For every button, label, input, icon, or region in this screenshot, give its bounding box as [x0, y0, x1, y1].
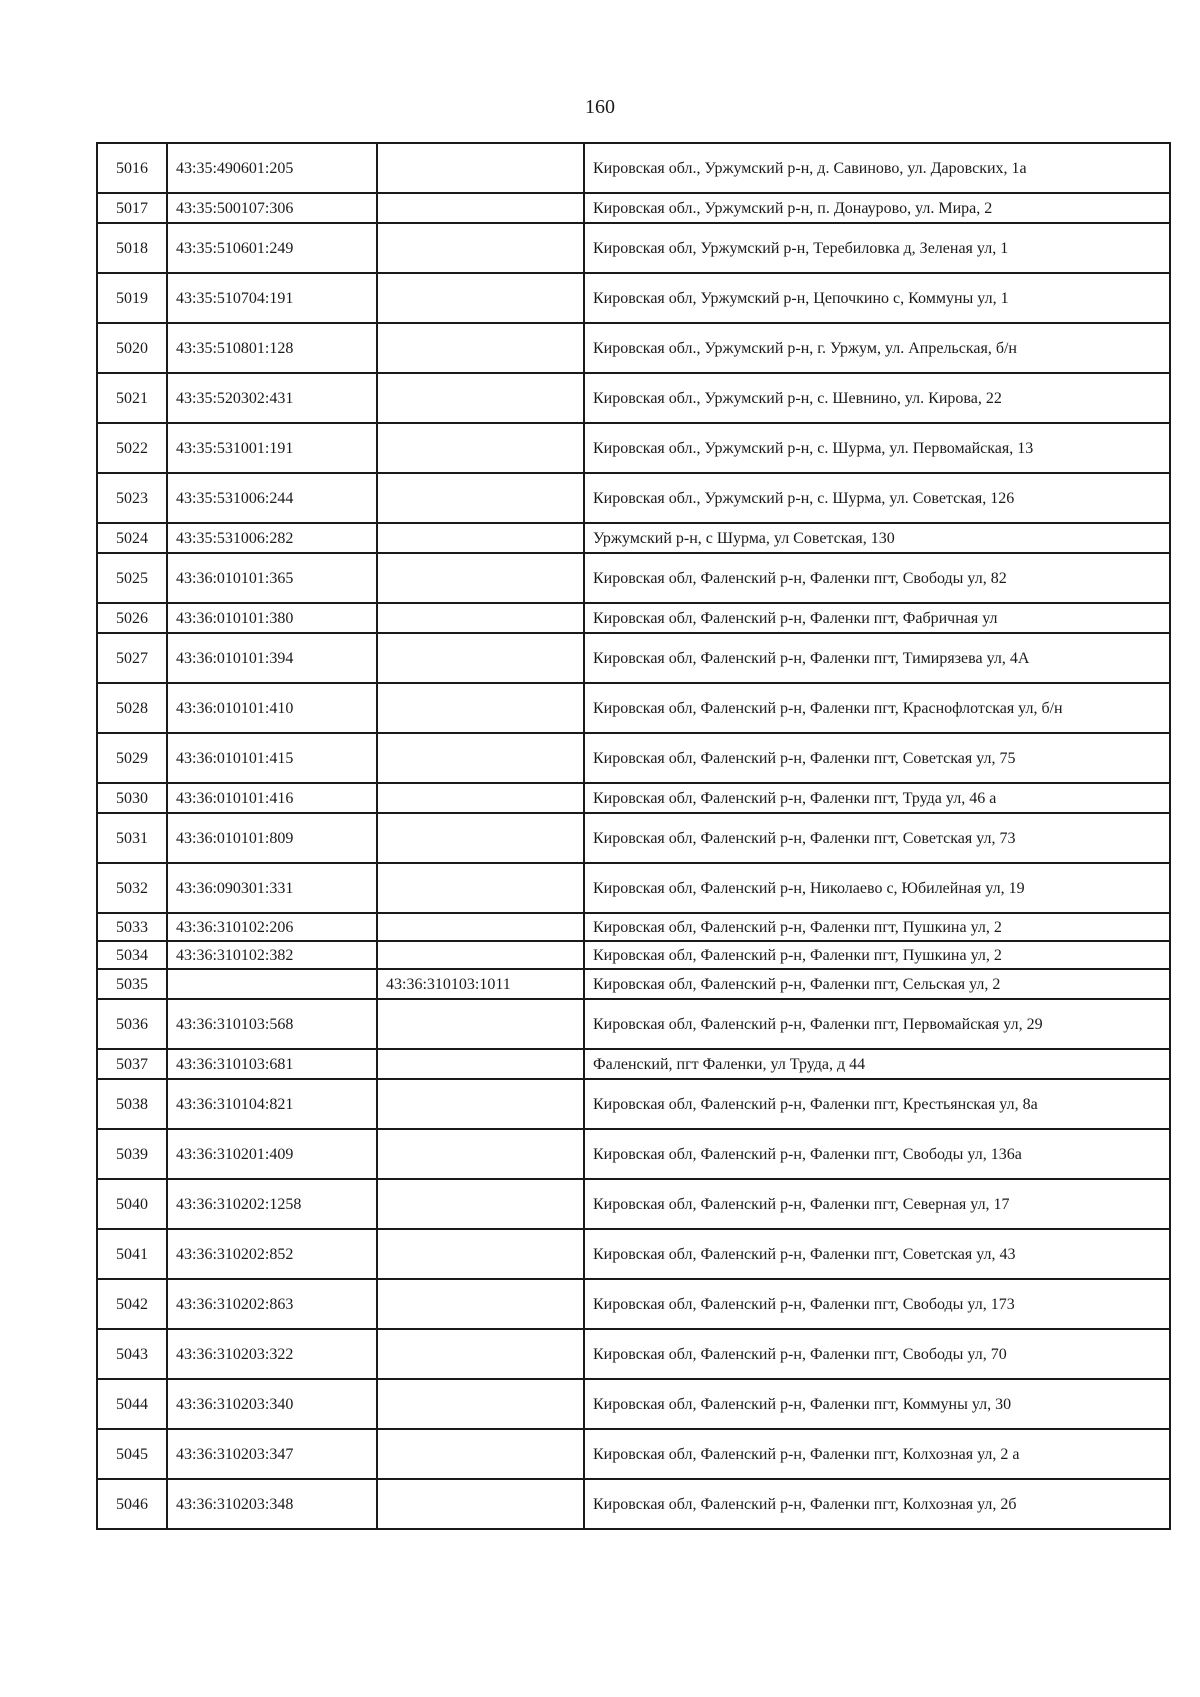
row-number: 5031 — [97, 813, 167, 863]
table-row — [97, 1129, 1170, 1179]
row-number: 5022 — [97, 423, 167, 473]
alt-cadastral-number — [377, 523, 584, 553]
table-row — [97, 999, 1170, 1049]
row-number: 5024 — [97, 523, 167, 553]
address: Кировская обл, Фаленский р-н, Фаленки пгт, Свободы ул, 136а — [584, 1129, 1170, 1179]
table-row — [97, 273, 1170, 323]
row-number: 5041 — [97, 1229, 167, 1279]
table-row — [97, 863, 1170, 913]
table-row — [97, 603, 1170, 633]
alt-cadastral-number — [377, 1129, 584, 1179]
cadastral-number: 43:36:010101:809 — [167, 813, 377, 863]
alt-cadastral-number — [377, 1329, 584, 1379]
address: Кировская обл, Фаленский р-н, Фаленки пгт, Фабричная ул — [584, 603, 1170, 633]
address: Кировская обл, Фаленский р-н, Фаленки пгт, Советская ул, 43 — [584, 1229, 1170, 1279]
cadastral-number: 43:36:010101:410 — [167, 683, 377, 733]
address: Кировская обл, Фаленский р-н, Фаленки пгт, Свободы ул, 82 — [584, 553, 1170, 603]
alt-cadastral-number — [377, 1179, 584, 1229]
alt-cadastral-number — [377, 1279, 584, 1329]
row-number: 5023 — [97, 473, 167, 523]
alt-cadastral-number — [377, 1479, 584, 1529]
row-number: 5034 — [97, 941, 167, 969]
address: Кировская обл, Фаленский р-н, Фаленки пгт, Крестьянская ул, 8а — [584, 1079, 1170, 1129]
address: Кировская обл., Уржумский р-н, п. Донаурово, ул. Мира, 2 — [584, 193, 1170, 223]
address: Кировская обл, Фаленский р-н, Фаленки пгт, Сельская ул, 2 — [584, 969, 1170, 999]
address: Кировская обл., Уржумский р-н, д. Савиново, ул. Даровских, 1а — [584, 143, 1170, 193]
alt-cadastral-number — [377, 941, 584, 969]
table-row — [97, 373, 1170, 423]
address: Кировская обл, Фаленский р-н, Фаленки пгт, Тимирязева ул, 4А — [584, 633, 1170, 683]
address: Кировская обл, Фаленский р-н, Фаленки пгт, Свободы ул, 173 — [584, 1279, 1170, 1329]
alt-cadastral-number — [377, 733, 584, 783]
cadastral-number: 43:35:500107:306 — [167, 193, 377, 223]
row-number: 5025 — [97, 553, 167, 603]
alt-cadastral-number — [377, 603, 584, 633]
alt-cadastral-number — [377, 913, 584, 941]
cadastral-number: 43:35:531006:282 — [167, 523, 377, 553]
row-number: 5042 — [97, 1279, 167, 1329]
table-row — [97, 553, 1170, 603]
alt-cadastral-number — [377, 1429, 584, 1479]
property-registry-table — [96, 142, 1171, 1530]
address: Уржумский р-н, с Шурма, ул Советская, 130 — [584, 523, 1170, 553]
alt-cadastral-number — [377, 999, 584, 1049]
row-number: 5045 — [97, 1429, 167, 1479]
row-number: 5029 — [97, 733, 167, 783]
table-row — [97, 1179, 1170, 1229]
cadastral-number: 43:35:510704:191 — [167, 273, 377, 323]
row-number: 5017 — [97, 193, 167, 223]
row-number: 5030 — [97, 783, 167, 813]
table-row — [97, 1049, 1170, 1079]
table-row — [97, 323, 1170, 373]
row-number: 5016 — [97, 143, 167, 193]
cadastral-number: 43:36:010101:415 — [167, 733, 377, 783]
address: Кировская обл, Фаленский р-н, Фаленки пгт, Северная ул, 17 — [584, 1179, 1170, 1229]
page-number: 160 — [585, 96, 615, 118]
registry-body — [97, 143, 1170, 1529]
table-row — [97, 1079, 1170, 1129]
alt-cadastral-number — [377, 1049, 584, 1079]
cadastral-number: 43:36:090301:331 — [167, 863, 377, 913]
row-number: 5019 — [97, 273, 167, 323]
table-row — [97, 193, 1170, 223]
cadastral-number: 43:36:310103:681 — [167, 1049, 377, 1079]
row-number: 5026 — [97, 603, 167, 633]
address: Кировская обл, Фаленский р-н, Фаленки пгт, Советская ул, 75 — [584, 733, 1170, 783]
row-number: 5038 — [97, 1079, 167, 1129]
alt-cadastral-number — [377, 143, 584, 193]
cadastral-number: 43:36:010101:394 — [167, 633, 377, 683]
alt-cadastral-number — [377, 553, 584, 603]
address: Кировская обл., Уржумский р-н, с. Шевнино, ул. Кирова, 22 — [584, 373, 1170, 423]
table-row — [97, 523, 1170, 553]
cadastral-number: 43:36:310202:1258 — [167, 1179, 377, 1229]
address: Кировская обл, Фаленский р-н, Фаленки пгт, Колхозная ул, 2 а — [584, 1429, 1170, 1479]
alt-cadastral-number — [377, 1379, 584, 1429]
table-row — [97, 913, 1170, 941]
row-number: 5046 — [97, 1479, 167, 1529]
cadastral-number: 43:36:310202:852 — [167, 1229, 377, 1279]
address: Кировская обл, Фаленский р-н, Фаленки пгт, Свободы ул, 70 — [584, 1329, 1170, 1379]
alt-cadastral-number — [377, 223, 584, 273]
cadastral-number: 43:36:310103:568 — [167, 999, 377, 1049]
row-number: 5037 — [97, 1049, 167, 1079]
address: Кировская обл, Фаленский р-н, Николаево с, Юбилейная ул, 19 — [584, 863, 1170, 913]
alt-cadastral-number — [377, 273, 584, 323]
cadastral-number — [167, 969, 377, 999]
address: Кировская обл, Фаленский р-н, Фаленки пгт, Советская ул, 73 — [584, 813, 1170, 863]
row-number: 5035 — [97, 969, 167, 999]
row-number: 5032 — [97, 863, 167, 913]
table-row — [97, 423, 1170, 473]
cadastral-number: 43:35:531001:191 — [167, 423, 377, 473]
cadastral-number: 43:35:510601:249 — [167, 223, 377, 273]
table-row — [97, 733, 1170, 783]
table-row — [97, 1279, 1170, 1329]
alt-cadastral-number — [377, 683, 584, 733]
cadastral-number: 43:36:010101:380 — [167, 603, 377, 633]
cadastral-number: 43:35:520302:431 — [167, 373, 377, 423]
cadastral-number: 43:36:010101:416 — [167, 783, 377, 813]
table-row — [97, 473, 1170, 523]
alt-cadastral-number — [377, 813, 584, 863]
table-row — [97, 1379, 1170, 1429]
table-row — [97, 1329, 1170, 1379]
cadastral-number: 43:35:490601:205 — [167, 143, 377, 193]
row-number: 5020 — [97, 323, 167, 373]
row-number: 5018 — [97, 223, 167, 273]
row-number: 5027 — [97, 633, 167, 683]
row-number: 5028 — [97, 683, 167, 733]
table-row — [97, 143, 1170, 193]
address: Кировская обл., Уржумский р-н, с. Шурма, ул. Первомайская, 13 — [584, 423, 1170, 473]
cadastral-number: 43:36:310203:322 — [167, 1329, 377, 1379]
table-row — [97, 783, 1170, 813]
address: Фаленский, пгт Фаленки, ул Труда, д 44 — [584, 1049, 1170, 1079]
cadastral-number: 43:36:310203:340 — [167, 1379, 377, 1429]
alt-cadastral-number — [377, 1229, 584, 1279]
table-row — [97, 941, 1170, 969]
address: Кировская обл, Уржумский р-н, Теребиловка д, Зеленая ул, 1 — [584, 223, 1170, 273]
table-row — [97, 1429, 1170, 1479]
row-number: 5036 — [97, 999, 167, 1049]
address: Кировская обл, Фаленский р-н, Фаленки пгт, Краснофлотская ул, б/н — [584, 683, 1170, 733]
cadastral-number: 43:36:310202:863 — [167, 1279, 377, 1329]
alt-cadastral-number: 43:36:310103:1011 — [377, 969, 584, 999]
alt-cadastral-number — [377, 863, 584, 913]
alt-cadastral-number — [377, 423, 584, 473]
address: Кировская обл, Уржумский р-н, Цепочкино с, Коммуны ул, 1 — [584, 273, 1170, 323]
row-number: 5044 — [97, 1379, 167, 1429]
address: Кировская обл, Фаленский р-н, Фаленки пгт, Пушкина ул, 2 — [584, 913, 1170, 941]
table-row — [97, 813, 1170, 863]
cadastral-number: 43:36:310104:821 — [167, 1079, 377, 1129]
table-row — [97, 1229, 1170, 1279]
address: Кировская обл, Фаленский р-н, Фаленки пгт, Пушкина ул, 2 — [584, 941, 1170, 969]
table-row — [97, 1479, 1170, 1529]
row-number: 5033 — [97, 913, 167, 941]
address: Кировская обл., Уржумский р-н, с. Шурма, ул. Советская, 126 — [584, 473, 1170, 523]
alt-cadastral-number — [377, 373, 584, 423]
cadastral-number: 43:36:310201:409 — [167, 1129, 377, 1179]
address: Кировская обл., Уржумский р-н, г. Уржум, ул. Апрельская, б/н — [584, 323, 1170, 373]
cadastral-number: 43:35:510801:128 — [167, 323, 377, 373]
cadastral-number: 43:36:010101:365 — [167, 553, 377, 603]
alt-cadastral-number — [377, 193, 584, 223]
alt-cadastral-number — [377, 473, 584, 523]
cadastral-number: 43:36:310102:206 — [167, 913, 377, 941]
cadastral-number: 43:36:310203:348 — [167, 1479, 377, 1529]
address: Кировская обл, Фаленский р-н, Фаленки пгт, Колхозная ул, 2б — [584, 1479, 1170, 1529]
table-row — [97, 223, 1170, 273]
address: Кировская обл, Фаленский р-н, Фаленки пгт, Первомайская ул, 29 — [584, 999, 1170, 1049]
row-number: 5040 — [97, 1179, 167, 1229]
row-number: 5043 — [97, 1329, 167, 1379]
address: Кировская обл, Фаленский р-н, Фаленки пгт, Труда ул, 46 а — [584, 783, 1170, 813]
cadastral-number: 43:36:310203:347 — [167, 1429, 377, 1479]
table-row — [97, 969, 1170, 999]
table-row — [97, 633, 1170, 683]
alt-cadastral-number — [377, 783, 584, 813]
alt-cadastral-number — [377, 1079, 584, 1129]
cadastral-number: 43:36:310102:382 — [167, 941, 377, 969]
alt-cadastral-number — [377, 323, 584, 373]
alt-cadastral-number — [377, 633, 584, 683]
cadastral-number: 43:35:531006:244 — [167, 473, 377, 523]
table-row — [97, 683, 1170, 733]
address: Кировская обл, Фаленский р-н, Фаленки пгт, Коммуны ул, 30 — [584, 1379, 1170, 1429]
row-number: 5021 — [97, 373, 167, 423]
row-number: 5039 — [97, 1129, 167, 1179]
